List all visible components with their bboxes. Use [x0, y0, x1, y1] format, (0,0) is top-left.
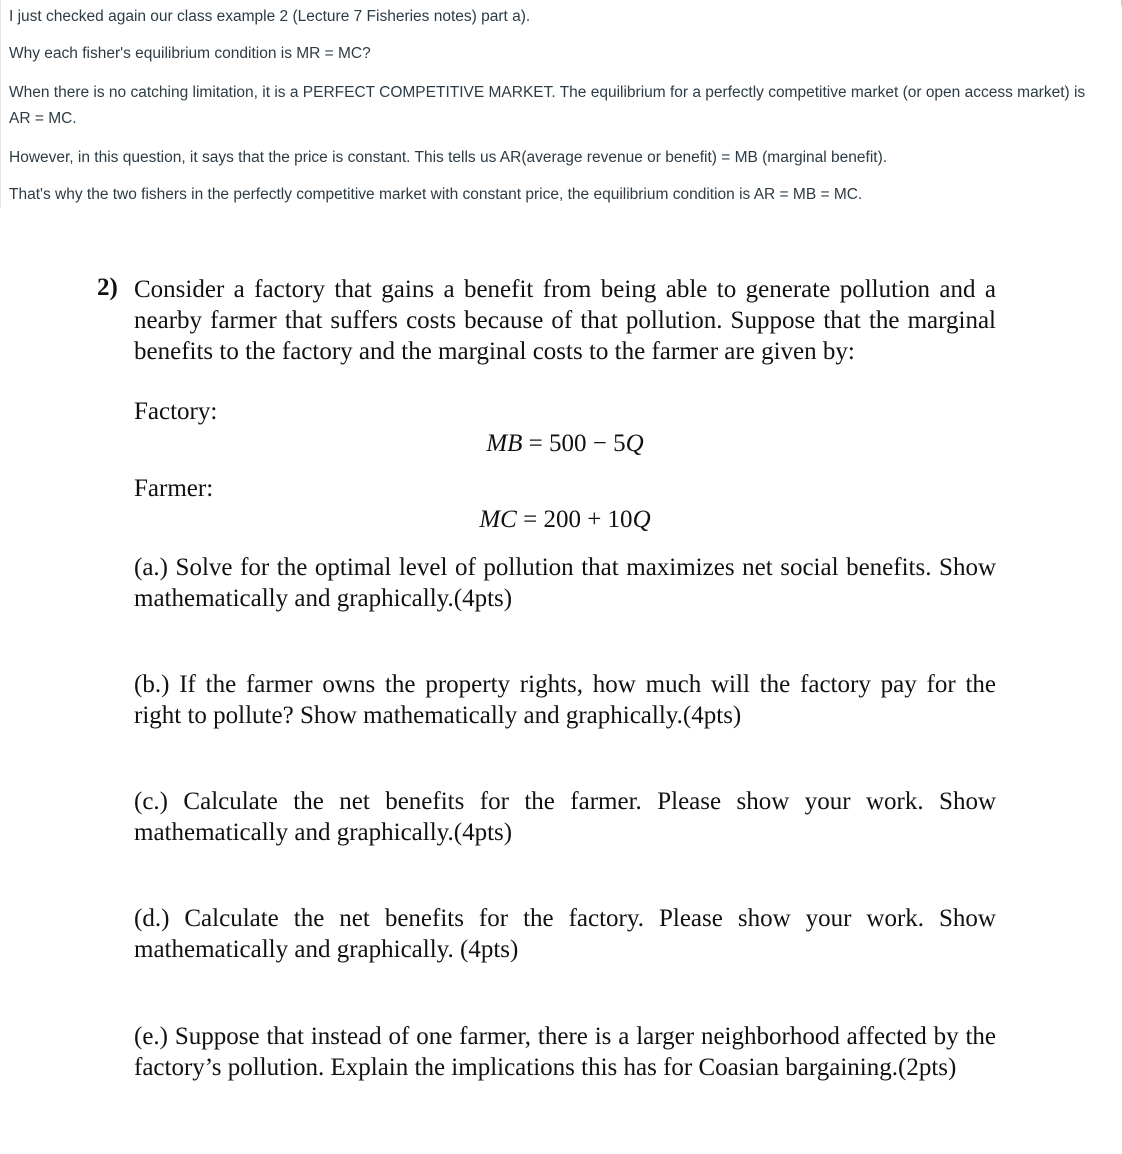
comment-left-border [0, 0, 1, 208]
part-d: (d.) Calculate the net benefits for the factory. Please show your work. Show mathematically and graphically. (4pts) [134, 905, 996, 964]
question-intro: Consider a factory that gains a benefit from being able to generate pollution and a nearby farmer that suffers costs because of that pollution. Suppose that the marginal benefits to the factory and the marginal costs to the farmer are given by: [134, 276, 996, 366]
comment-line-5: That's why the two fishers in the perfectly competitive market with constant price, the equilibrium condition is AR = MB = MC. [9, 186, 863, 203]
comment-line-2: Why each fisher's equilibrium condition is MR = MC? [9, 45, 371, 62]
part-e: (e.) Suppose that instead of one farmer, there is a larger neighborhood affected by the factory’s pollution. Explain the implications this has for Coasian bargaining.(2pts) [134, 1023, 996, 1082]
comment-line-4: However, in this question, it says that the price is constant. This tells us AR(average revenue or benefit) = MB (marginal benefit). [9, 149, 888, 166]
factory-eq-var: Q [625, 430, 644, 457]
factory-eq-rhs: = 500 − 5 [522, 430, 626, 457]
part-c: (c.) Calculate the net benefits for the farmer. Please show your work. Show mathematically and graphically.(4pts) [134, 788, 996, 847]
farmer-label: Farmer: [134, 475, 214, 502]
comment-line-1: I just checked again our class example 2 (Lecture 7 Fisheries notes) part a). [9, 8, 531, 25]
question-number: 2) [97, 274, 118, 301]
farmer-equation [0, 506, 1122, 534]
farmer-eq-lhs: MC [479, 506, 517, 533]
factory-eq-lhs: MB [486, 430, 523, 457]
farmer-eq-var: Q [632, 506, 651, 533]
part-a: (a.) Solve for the optimal level of pollution that maximizes net social benefits. Show mathematically and graphically.(4pts) [134, 554, 996, 613]
factory-equation [0, 430, 1122, 458]
comment-line-3: When there is no catching limitation, it is a PERFECT COMPETITIVE MARKET. The equilibrium for a perfectly competitive market (or open access market) is AR = MC. [9, 84, 1086, 127]
farmer-eq-rhs: = 200 + 10 [516, 506, 633, 533]
part-b: (b.) If the farmer owns the property rights, how much will the factory pay for the right to pollute? Show mathematically and graphically.(4pts) [134, 671, 996, 730]
factory-label: Factory: [134, 398, 218, 425]
